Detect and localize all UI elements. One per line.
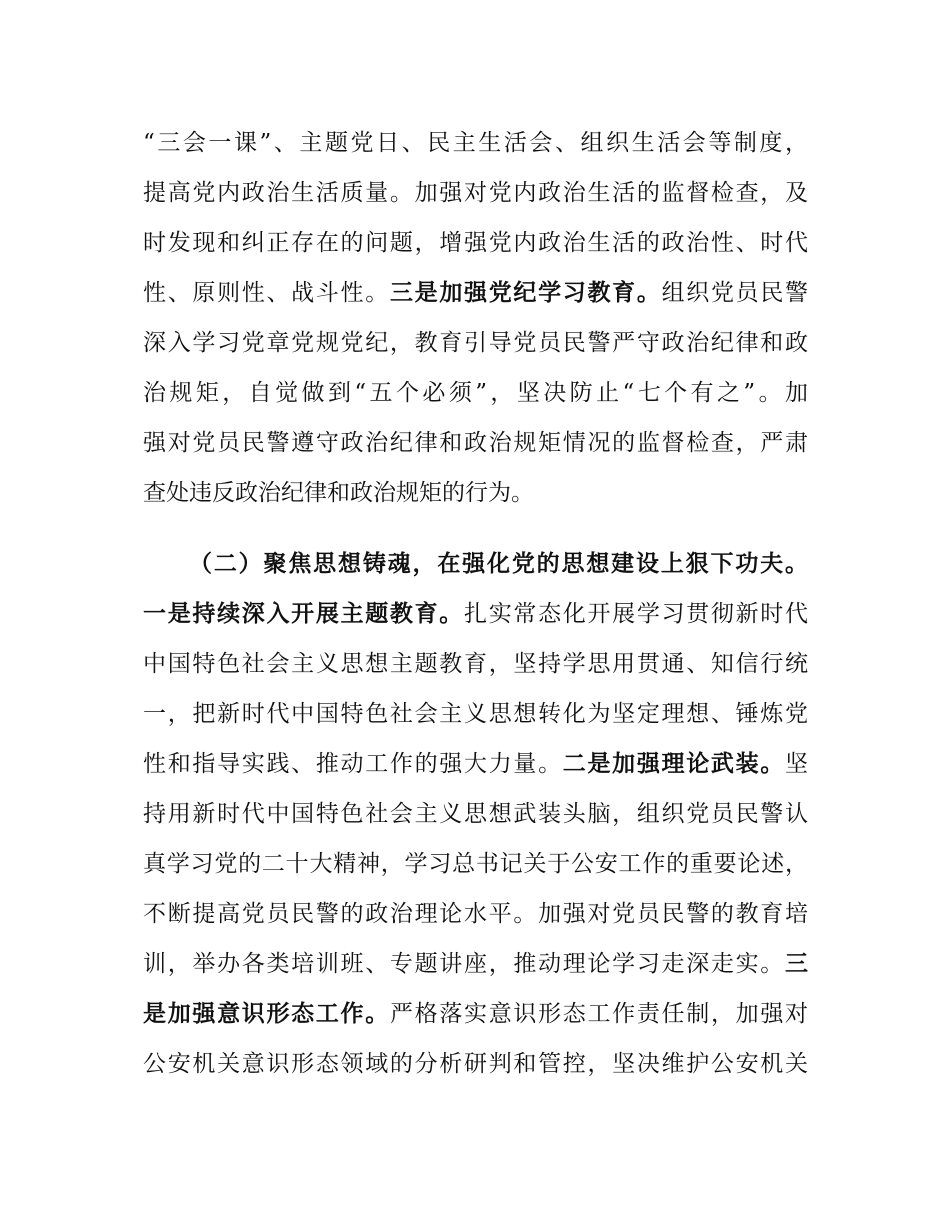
text-line <box>143 789 808 839</box>
text-run: 深入学习党章党规党纪，教育引导党员民警严守政治纪律和政 <box>143 330 808 356</box>
text-run: 中国特色社会主义思想主题教育，坚持学思用贯通、知信行统 <box>143 651 808 677</box>
text-line <box>143 639 808 689</box>
document-page <box>143 118 808 1089</box>
bold-subheading: 是加强意识形态工作。 <box>143 1000 390 1027</box>
text-line <box>143 368 808 418</box>
text-line <box>143 468 808 518</box>
text-line <box>143 268 808 318</box>
bold-subheading: 三是加强党纪学习教育。 <box>389 279 662 306</box>
text-line <box>143 689 808 739</box>
text-line <box>143 739 808 789</box>
text-line <box>143 168 808 218</box>
text-line <box>143 318 808 368</box>
text-run: 治规矩，自觉做到“五个必须”，坚决防止“七个有之”。加 <box>143 380 808 406</box>
text-run: 训，举办各类培训班、专题讲座，推动理论学习走深走实。 <box>143 951 785 977</box>
text-line <box>143 839 808 889</box>
text-line <box>143 889 808 939</box>
text-run: 性、原则性、战斗性。 <box>143 280 390 306</box>
text-run: 严格落实意识形态工作责任制，加强对 <box>389 1001 809 1027</box>
text-line <box>143 589 808 639</box>
text-run: 扎实常态化开展学习贯彻新时代 <box>464 601 808 627</box>
bold-subheading: 二是加强理论武装。 <box>562 750 786 777</box>
text-line <box>143 939 808 989</box>
text-run: 一，把新时代中国特色社会主义思想转化为坚定理想、锤炼党 <box>143 701 808 727</box>
text-run: 强对党员民警遵守政治纪律和政治规矩情况的监督检查，严肃 <box>143 430 808 456</box>
bold-subheading: 一是持续深入开展主题教育。 <box>143 600 464 627</box>
text-run: 性和指导实践、推动工作的强大力量。 <box>143 751 563 777</box>
text-run: 组织党员民警 <box>661 280 809 306</box>
text-run: 坚 <box>785 751 809 777</box>
text-run: 提高党内政治生活质量。加强对党内政治生活的监督检查，及 <box>143 180 808 206</box>
text-line <box>143 418 808 468</box>
text-line <box>143 1039 808 1089</box>
text-run: “三会一课”、主题党日、民主生活会、组织生活会等制度， <box>143 130 808 156</box>
bold-subheading: 三 <box>785 950 808 977</box>
text-line <box>143 989 808 1039</box>
text-line <box>143 118 808 168</box>
text-run: 查处违反政治纪律和政治规矩的行为。 <box>143 480 534 506</box>
text-run: 时发现和纠正存在的问题，增强党内政治生活的政治性、时代 <box>143 230 808 256</box>
text-line <box>143 218 808 268</box>
text-run: 持用新时代中国特色社会主义思想武装头脑，组织党员民警认 <box>143 801 808 827</box>
text-run: 真学习党的二十大精神，学习总书记关于公安工作的重要论述， <box>143 851 808 877</box>
section-heading <box>143 539 808 589</box>
text-run: 不断提高党员民警的政治理论水平。加强对党员民警的教育培 <box>143 901 808 927</box>
section-heading-text: （二）聚焦思想铸魂，在强化党的思想建设上狠下功夫。 <box>189 550 808 577</box>
text-run: 公安机关意识形态领域的分析研判和管控，坚决维护公安机关 <box>143 1051 808 1077</box>
